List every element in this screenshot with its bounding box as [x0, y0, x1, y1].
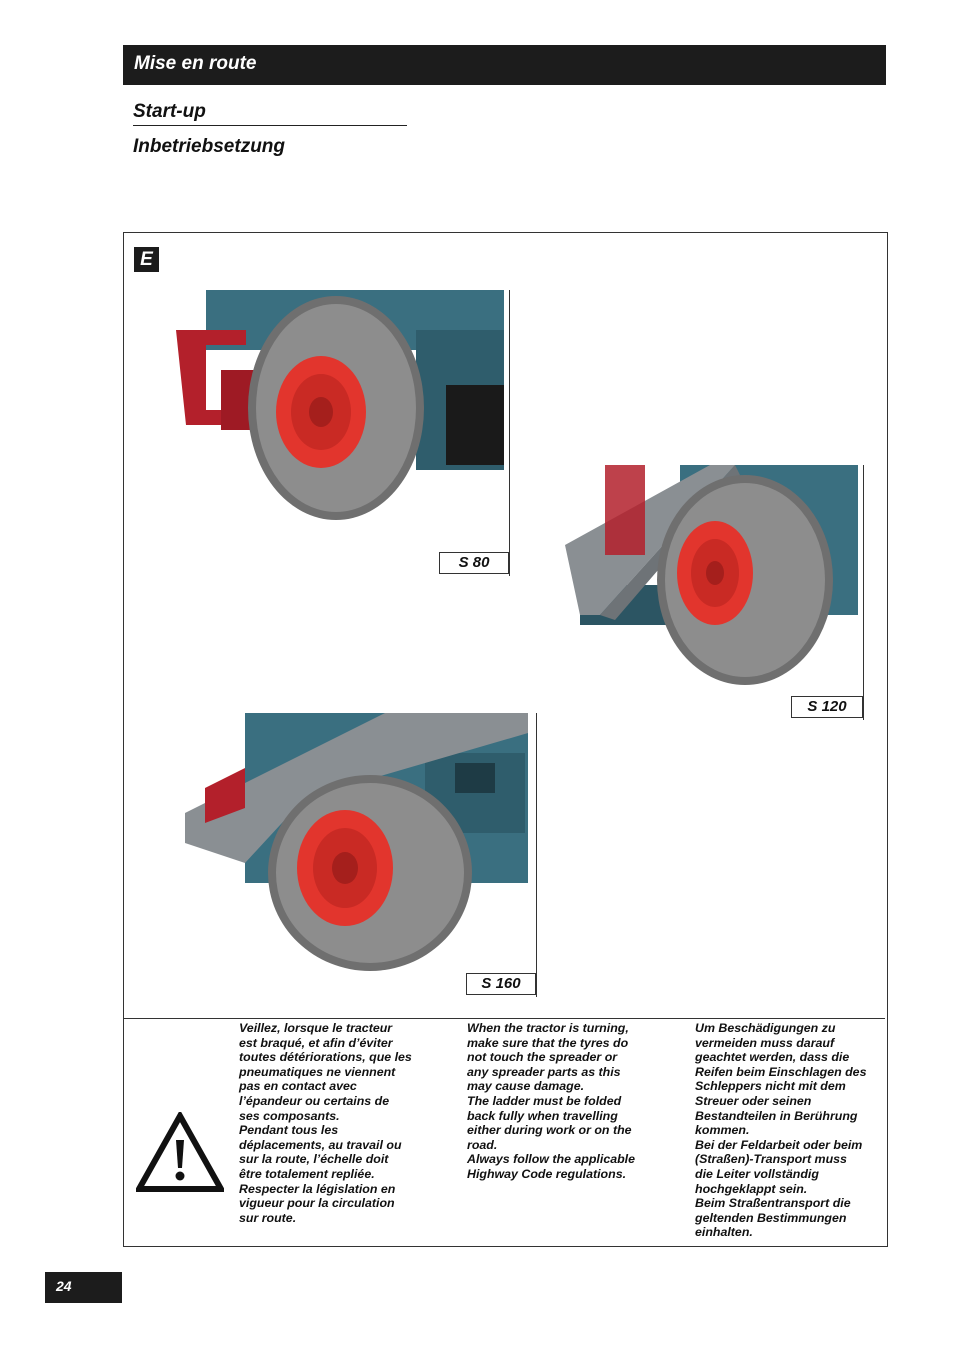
photo-s160-rule [536, 713, 537, 997]
subtitle-english: Start-up [133, 101, 206, 122]
photo-s120-image [560, 465, 858, 690]
warning-text-french: Veillez, lorsque le tracteur est braqué, et afin d’éviter toutes détériorations, que les pneumatiques ne viennent pas en contact avec l’épandeur ou certains de ses composants. Pendant tous les déplacements, au travail ou sur la route, l’échelle doit être totalement repliée. Respecter la législation en vigueur pour la circulation sur route. [239, 1021, 412, 1225]
photo-s120 [560, 465, 858, 690]
photo-s80-image [166, 290, 504, 530]
warning-text-english: When the tractor is turning, make sure that the tyres do not touch the spreader or any spreader parts as this may cause damage. The ladder must be folded back fully when travelling either during work or on the road. Always follow the applicable Highway Code regulations. [467, 1021, 635, 1181]
photo-s120-label: S 120 [791, 696, 863, 718]
photo-s80 [166, 290, 504, 530]
page-number: 24 [45, 1272, 122, 1303]
warning-triangle-icon [136, 1112, 224, 1192]
section-badge: E [134, 247, 159, 272]
photo-s160 [185, 713, 528, 973]
photo-s120-rule [863, 465, 864, 720]
warning-text-german: Um Beschädigungen zu vermeiden muss darauf geachtet werden, dass die Reifen beim Einschlagen des Schleppers nicht mit dem Streuer oder seinen Bestandteilen in Berührung kommen. Bei der Feldarbeit oder beim (Straßen)-Transport muss die Leiter vollständig hochgeklappt sein. Beim Straßentransport die geltenden Bestimmungen einhalten. [695, 1021, 867, 1240]
section-title: Mise en route [134, 53, 257, 74]
photo-s80-rule [509, 290, 510, 576]
subtitle-rule [133, 125, 407, 126]
subtitle-german: Inbetriebsetzung [133, 136, 286, 157]
photo-s80-label: S 80 [439, 552, 509, 574]
photo-s160-label: S 160 [466, 973, 536, 995]
photo-s160-image [185, 713, 528, 973]
section-header-bar [123, 45, 886, 85]
frame-divider [123, 1018, 885, 1019]
